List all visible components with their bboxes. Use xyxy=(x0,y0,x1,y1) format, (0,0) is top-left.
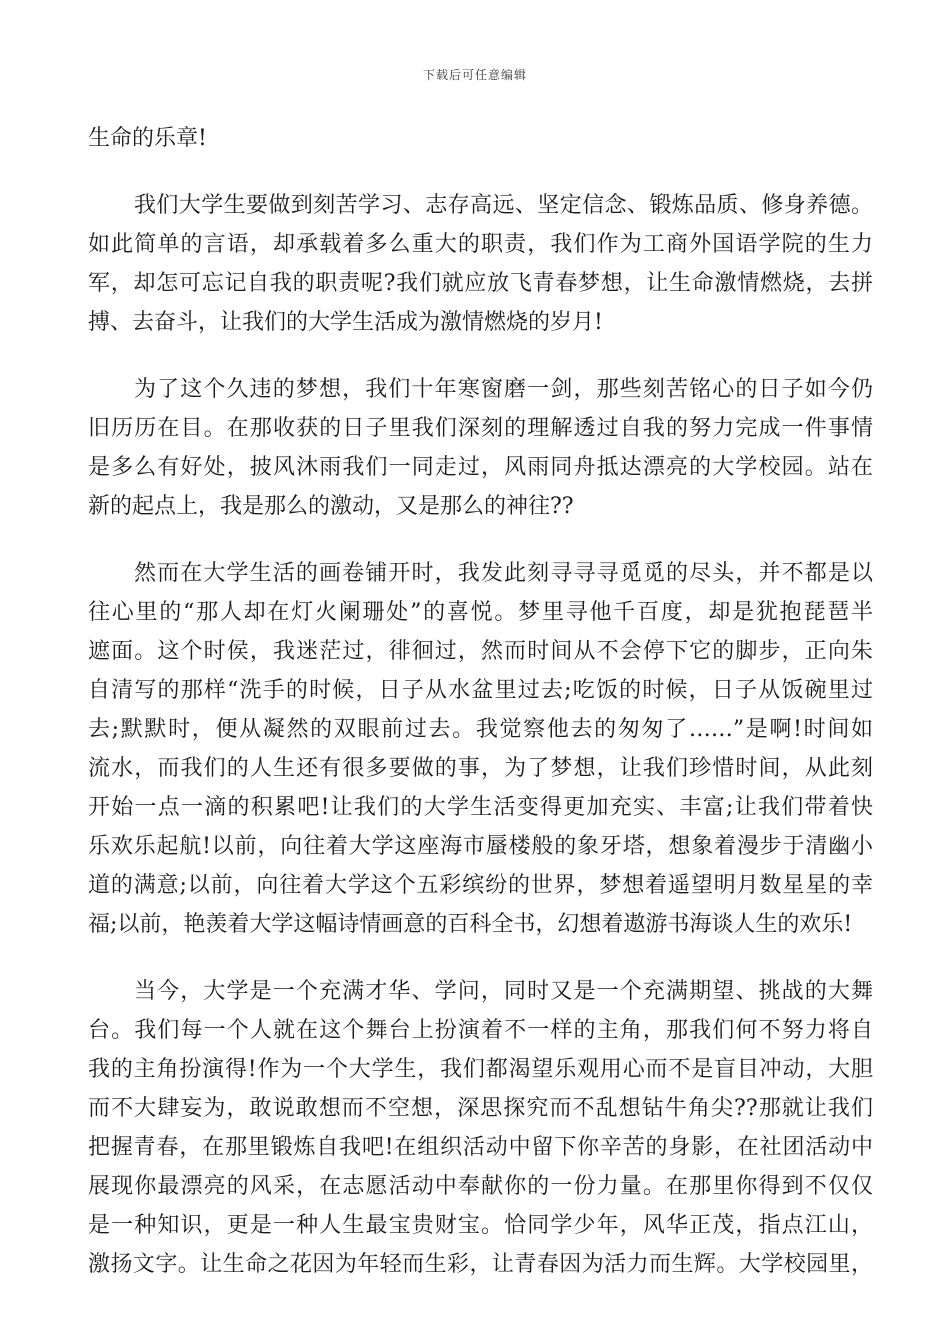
text-line: 我们大学生要做到刻苦学习、志存高远、坚定信念、锻炼品质、修身养德。 xyxy=(134,193,873,218)
text-line: 生命的乐章! xyxy=(88,126,207,151)
text-line: 而不大肆妄为，敢说敢想而不空想，深思探究而不乱想钻牛角尖??那就让我们 xyxy=(88,1096,873,1121)
page-header: 下载后可任意编辑 xyxy=(422,68,527,82)
text-line: 是多么有好处，披风沐雨我们一同走过，风雨同舟抵达漂亮的大学校园。站在 xyxy=(88,455,873,480)
paragraph xyxy=(88,119,873,158)
text-line: 搏、去奋斗，让我们的大学生活成为激情燃烧的岁月! xyxy=(88,310,603,335)
text-line: 流水，而我们的人生还有很多要做的事，为了梦想，让我们珍惜时间，从此刻 xyxy=(88,756,873,781)
text-line: 把握青春，在那里锻炼自我吧!在组织活动中留下你辛苦的身影，在社团活动中 xyxy=(88,1135,873,1160)
text-line: 去;默默时，便从凝然的双眼前过去。我觉察他去的匆匆了……”是啊!时间如 xyxy=(88,717,873,742)
text-line: 为了这个久违的梦想，我们十年寒窗磨一剑，那些刻苦铭心的日子如今仍 xyxy=(134,377,873,402)
paragraph xyxy=(88,186,873,342)
text-line: 激扬文字。让生命之花因为年轻而生彩，让青春因为活力而生辉。大学校园里， xyxy=(88,1252,873,1277)
text-line: 乐欢乐起航!以前，向往着大学这座海市蜃楼般的象牙塔，想象着漫步于清幽小 xyxy=(88,834,873,859)
text-line: 当今，大学是一个充满才华、学问，同时又是一个充满期望、挑战的大舞 xyxy=(134,979,873,1004)
text-line: 福;以前，艳羡着大学这幅诗情画意的百科全书，幻想着遨游书海谈人生的欢乐! xyxy=(88,912,853,937)
text-line: 新的起点上，我是那么的激动，又是那么的神往?? xyxy=(88,494,574,519)
text-line: 旧历历在目。在那收获的日子里我们深刻的理解透过自我的努力完成一件事情 xyxy=(88,416,873,441)
paragraph xyxy=(88,554,873,944)
paragraph xyxy=(88,370,873,526)
text-line: 道的满意;以前，向往着大学这个五彩缤纷的世界，梦想着遥望明月数星星的幸 xyxy=(88,873,873,898)
text-line: 台。我们每一个人就在这个舞台上扮演着不一样的主角，那我们何不努力将自 xyxy=(88,1018,873,1043)
document-body xyxy=(88,119,873,1312)
text-line: 开始一点一滴的积累吧!让我们的大学生活变得更加充实、丰富;让我们带着快 xyxy=(88,795,873,820)
text-line: 是一种知识，更是一种人生最宝贵财宝。恰同学少年，风华正茂，指点江山， xyxy=(88,1213,873,1238)
text-line: 展现你最漂亮的风采，在志愿活动中奉献你的一份力量。在那里你得到不仅仅 xyxy=(88,1174,873,1199)
text-line: 军，却怎可忘记自我的职责呢?我们就应放飞青春梦想，让生命激情燃烧，去拼 xyxy=(88,271,873,296)
text-line: 然而在大学生活的画卷铺开时，我发此刻寻寻寻觅觅的尽头，并不都是以 xyxy=(134,561,873,586)
text-line: 我的主角扮演得!作为一个大学生，我们都渴望乐观用心而不是盲目冲动，大胆 xyxy=(88,1057,873,1082)
text-line: 遮面。这个时侯，我迷茫过，徘徊过，然而时间从不会停下它的脚步，正向朱 xyxy=(88,639,873,664)
text-line: 往心里的“那人却在灯火阑珊处”的喜悦。梦里寻他千百度，却是犹抱琵琶半 xyxy=(88,600,873,625)
text-line: 如此简单的言语，却承载着多么重大的职责，我们作为工商外国语学院的生力 xyxy=(88,232,873,257)
text-line: 自清写的那样“洗手的时候，日子从水盆里过去;吃饭的时候，日子从饭碗里过 xyxy=(88,678,873,703)
paragraph xyxy=(88,972,873,1284)
